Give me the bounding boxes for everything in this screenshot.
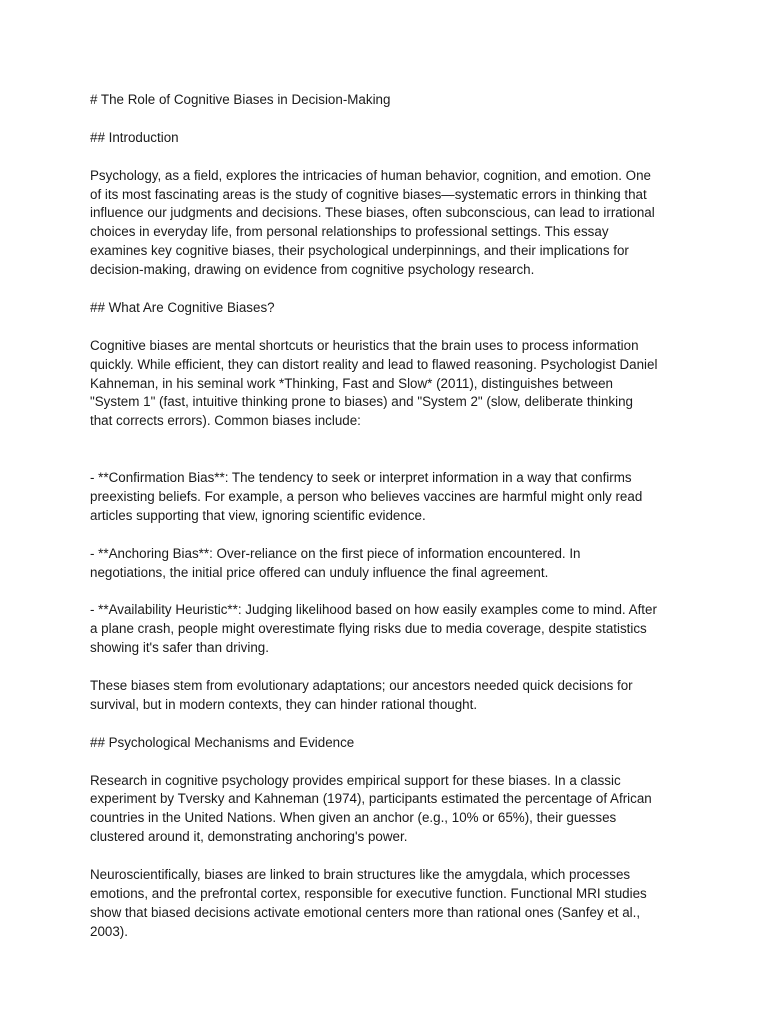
document-body bbox=[90, 91, 690, 961]
list-item-availability-heuristic: - **Availability Heuristic**: Judging likelihood based on how easily examples come to mind. After a plane crash, people might overestimate flying risks due to media coverage, despite statistics showing it's safer than driving. bbox=[90, 602, 657, 656]
list-item-anchoring-bias: - **Anchoring Bias**: Over-reliance on the first piece of information encountered. In negotiations, the initial price offered can unduly influence the final agreement. bbox=[90, 545, 581, 580]
mechanisms-heading: ## Psychological Mechanisms and Evidence bbox=[90, 734, 355, 750]
evolution-paragraph: These biases stem from evolutionary adaptations; our ancestors needed quick decisions for survival, but in modern contexts, they can hinder rational thought. bbox=[90, 678, 633, 712]
document-title: # The Role of Cognitive Biases in Decision-Making bbox=[90, 92, 391, 107]
introduction-paragraph: Psychology, as a field, explores the intricacies of human behavior, cognition, and emotion. One of its most fascinating areas is the study of cognitive biases—systematic errors in thinking that influence our judgments and decisions. These biases, often subconscious, can lead to irrational choices in everyday life, from personal relationships to professional settings. This essay examines key cognitive biases, their psychological underpinnings, and their implications for decision-making, drawing on evidence from cognitive psychology research. bbox=[90, 167, 655, 278]
introduction-heading: ## Introduction bbox=[90, 129, 179, 145]
what-are-biases-paragraph: Cognitive biases are mental shortcuts or heuristics that the brain uses to process information quickly. While efficient, they can distort reality and lead to flawed reasoning. Psychologist Daniel Kahneman, in his seminal work *Thinking, Fast and Slow* (2011), distinguishes between "System 1" (fast, intuitive thinking prone to biases) and "System 2" (slow, deliberate thinking that corrects errors). Common biases include: bbox=[90, 337, 658, 429]
neuroscience-paragraph: Neuroscientifically, biases are linked to brain structures like the amygdala, which processes emotions, and the prefrontal cortex, responsible for executive function. Functional MRI studies show that biased decisions activate emotional centers more than rational ones (Sanfey et al., 2003). bbox=[90, 867, 647, 939]
bias-list bbox=[90, 450, 690, 526]
what-are-biases-heading: ## What Are Cognitive Biases? bbox=[90, 299, 275, 315]
research-paragraph: Research in cognitive psychology provides empirical support for these biases. In a classic experiment by Tversky and Kahneman (1974), participants estimated the percentage of African countries in the United Nations. When given an anchor (e.g., 10% or 65%), their guesses clustered around it, demonstrating anchoring's power. bbox=[90, 772, 652, 845]
list-item-confirmation-bias: - **Confirmation Bias**: The tendency to seek or interpret information in a way that confirms preexisting beliefs. For example, a person who believes vaccines are harmful might only read articles supporting that view, ignoring scientific evidence. bbox=[90, 470, 643, 523]
bias-list-item-3 bbox=[90, 582, 690, 658]
bias-list-item-2 bbox=[90, 526, 690, 583]
